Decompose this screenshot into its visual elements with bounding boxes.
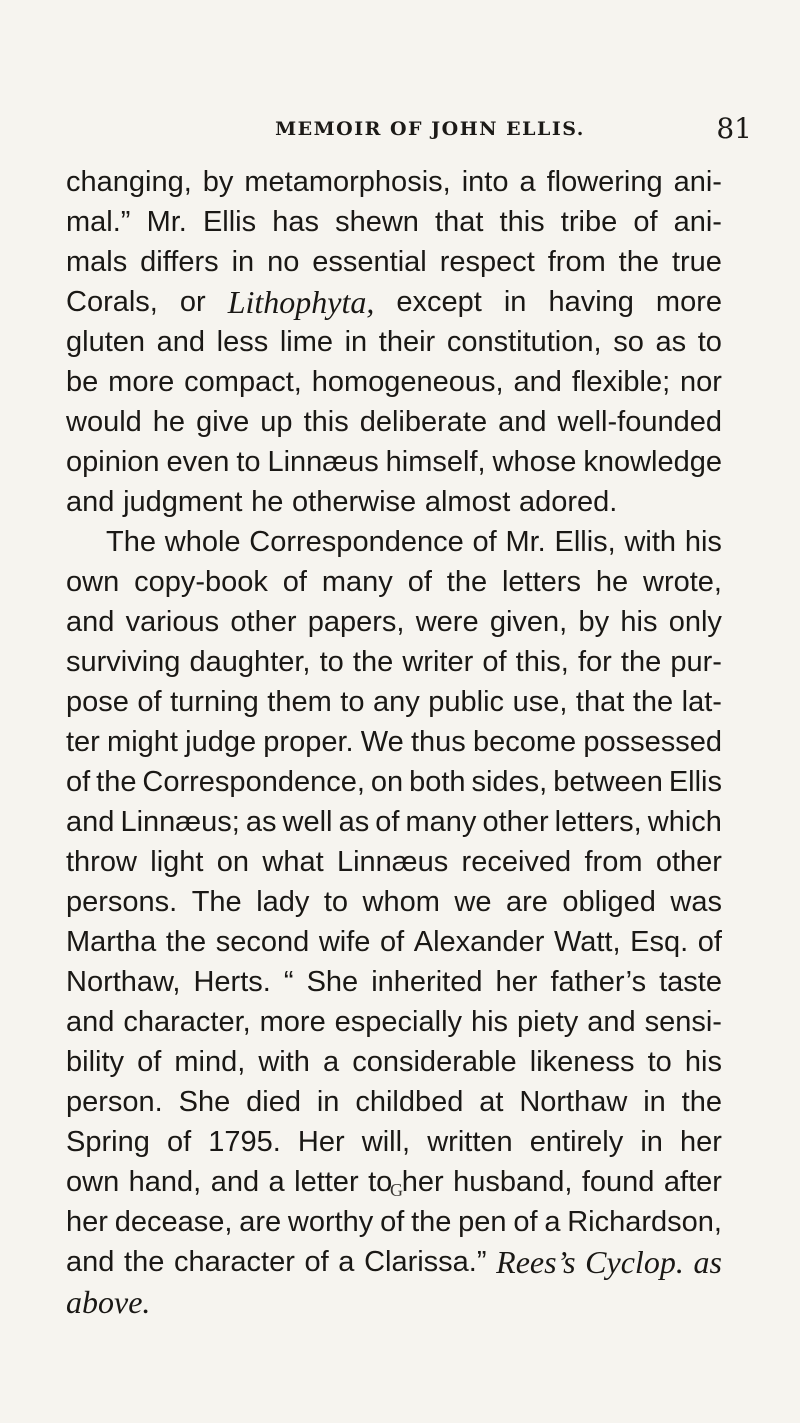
word: was — [670, 886, 722, 918]
word: character, — [123, 1006, 251, 1038]
word: deliberate — [359, 406, 488, 438]
word: and — [66, 606, 115, 638]
word: her — [495, 966, 538, 998]
word: 1795. — [208, 1126, 281, 1158]
word: written — [427, 1126, 513, 1158]
text-line — [66, 482, 722, 522]
word: especially — [334, 1006, 463, 1038]
text-line — [66, 402, 722, 442]
word: person. — [66, 1086, 163, 1118]
word: ani- — [673, 166, 722, 198]
word: of — [166, 1126, 192, 1158]
word: that — [575, 686, 625, 718]
word: the — [165, 926, 207, 958]
word: Cyclop. — [585, 1244, 684, 1280]
word: this — [499, 206, 545, 238]
word: respect — [439, 246, 535, 278]
word: metamorphosis, — [244, 166, 451, 198]
word: The — [106, 526, 156, 558]
word: or — [179, 286, 206, 318]
word: well — [282, 806, 333, 838]
word: likeness — [529, 1046, 635, 1078]
word: more — [655, 286, 722, 318]
word: own — [66, 566, 120, 598]
word: give — [196, 406, 250, 438]
text-line — [66, 882, 722, 922]
word: copy-book — [134, 566, 268, 598]
text-line — [66, 1202, 722, 1242]
text-line — [66, 162, 722, 202]
word: and — [66, 1246, 115, 1278]
body-text — [66, 162, 722, 1322]
word: as — [245, 806, 277, 838]
word: mind, — [174, 1046, 246, 1078]
word: other — [230, 606, 297, 638]
word: be — [66, 366, 99, 398]
word: Ellis — [668, 766, 722, 798]
word: are — [239, 1206, 282, 1238]
word: of — [407, 566, 432, 598]
word: of — [137, 686, 162, 718]
word: the — [352, 646, 394, 678]
word: to — [323, 886, 349, 918]
word: daughter, — [189, 646, 311, 678]
word: their — [378, 326, 436, 358]
word: that — [435, 206, 484, 238]
text-line — [66, 1282, 722, 1322]
word: and — [66, 1006, 115, 1038]
word: her — [401, 1166, 444, 1198]
word: of — [513, 1206, 538, 1238]
running-title: MEMOIR OF JOHN ELLIS. — [275, 118, 585, 140]
word: Martha — [66, 926, 157, 958]
word: of — [66, 766, 91, 798]
word: taste — [659, 966, 722, 998]
word: adored. — [518, 486, 618, 518]
word: surviving — [66, 646, 181, 678]
text-line — [66, 642, 722, 682]
text-line — [66, 1122, 722, 1162]
word: above. — [66, 1284, 151, 1320]
word: light — [150, 846, 204, 878]
word: shewn — [335, 206, 419, 238]
word: constitution, — [446, 326, 602, 358]
word: second — [215, 926, 310, 958]
word: sensi- — [644, 1006, 722, 1038]
word: judge — [185, 726, 257, 758]
word: received — [461, 846, 572, 878]
text-line — [66, 202, 722, 242]
word: whole — [164, 526, 241, 558]
word: of — [137, 1046, 162, 1078]
word: entirely — [529, 1126, 624, 1158]
text-line — [66, 602, 722, 642]
word: pur- — [670, 646, 722, 678]
word: lady — [256, 886, 310, 918]
word: Rees’s — [496, 1244, 576, 1280]
text-line — [66, 1242, 722, 1282]
word: obliged — [562, 886, 656, 918]
word: Spring — [66, 1126, 150, 1158]
word: We — [360, 726, 404, 758]
word: the — [96, 766, 137, 798]
word: of — [633, 206, 658, 238]
word: public — [428, 686, 505, 718]
word: The — [191, 886, 242, 918]
word: in — [503, 286, 527, 318]
word: own — [66, 1166, 120, 1198]
word: more — [259, 1006, 326, 1038]
word: Ellis — [202, 206, 257, 238]
word: Herts. — [193, 966, 271, 998]
word: which — [647, 806, 722, 838]
word: as — [338, 806, 370, 838]
word: Correspondence — [249, 526, 464, 558]
word: gluten — [66, 326, 146, 358]
word: become — [472, 726, 577, 758]
text-line — [66, 1082, 722, 1122]
word: will, — [361, 1126, 411, 1158]
word: homogeneous, — [311, 366, 504, 398]
text-line — [66, 722, 722, 762]
word: his — [470, 1006, 509, 1038]
word: considerable — [352, 1046, 517, 1078]
word: of — [472, 526, 497, 558]
word: Corals, — [66, 286, 158, 318]
word: he — [251, 486, 284, 518]
word: to — [368, 1166, 393, 1198]
word: worthy — [287, 1206, 374, 1238]
text-line — [66, 362, 722, 402]
word: other — [482, 806, 549, 838]
word: She — [306, 966, 359, 998]
word: and — [513, 366, 562, 398]
word: Linnæus; — [120, 806, 240, 838]
word: use, — [512, 686, 568, 718]
word: pen — [458, 1206, 507, 1238]
word: persons. — [66, 886, 178, 918]
word: and — [498, 406, 547, 438]
word: compact, — [184, 366, 302, 398]
word: changing, — [66, 166, 192, 198]
text-line — [66, 1042, 722, 1082]
word: sides, — [471, 766, 548, 798]
word: mals — [66, 246, 128, 278]
word: were — [415, 606, 479, 638]
word: true — [671, 246, 722, 278]
word: childbed — [355, 1086, 464, 1118]
word: ter — [66, 726, 100, 758]
word: of — [304, 1246, 329, 1278]
word: opinion — [66, 446, 160, 478]
word: from — [547, 246, 606, 278]
word: the — [618, 246, 659, 278]
word: and — [210, 1166, 260, 1198]
word: to — [319, 646, 344, 678]
word: having — [548, 286, 634, 318]
word: as — [693, 1244, 722, 1280]
text-line — [66, 442, 722, 482]
word: a — [268, 1166, 285, 1198]
word: we — [454, 886, 492, 918]
text-line — [66, 962, 722, 1002]
word: in — [643, 1086, 666, 1118]
word: with — [624, 526, 677, 558]
word: on — [216, 846, 250, 878]
word: the — [620, 646, 662, 678]
word: of — [282, 566, 307, 598]
word: and — [66, 486, 115, 518]
word: Ellis, — [554, 526, 616, 558]
word: this, — [515, 646, 569, 678]
word: at — [479, 1086, 504, 1118]
word: even — [166, 446, 230, 478]
word: many — [405, 806, 477, 838]
word: differs — [140, 246, 219, 278]
text-line — [66, 762, 722, 802]
word: to — [340, 686, 365, 718]
word: papers, — [307, 606, 405, 638]
word: wrote, — [643, 566, 722, 598]
word: on — [370, 766, 404, 798]
word: of — [697, 926, 722, 958]
word: would — [66, 406, 142, 438]
word: knowledge — [583, 446, 722, 478]
word: to — [647, 1046, 672, 1078]
word: and — [66, 806, 115, 838]
word: this — [303, 406, 349, 438]
word: the — [632, 686, 674, 718]
word: a — [338, 1246, 355, 1278]
word: the — [411, 1206, 452, 1238]
word: except — [396, 286, 482, 318]
word: and — [156, 326, 206, 358]
word: no — [267, 246, 300, 278]
word: in — [316, 1086, 340, 1118]
word: other — [655, 846, 722, 878]
word: he — [152, 406, 186, 438]
word: her — [66, 1206, 108, 1238]
word: of — [375, 806, 400, 838]
word: are — [505, 886, 548, 918]
word: by — [202, 166, 234, 198]
word: his — [620, 606, 658, 638]
word: tribe — [560, 206, 618, 238]
word: in — [344, 326, 368, 358]
text-line — [66, 922, 722, 962]
word: any — [373, 686, 420, 718]
word: whose — [492, 446, 577, 478]
word: to — [236, 446, 261, 478]
word: with — [258, 1046, 310, 1078]
word: mal.” — [66, 206, 131, 238]
signature-mark: G — [390, 1180, 403, 1200]
word: wife — [318, 926, 371, 958]
word: letters, — [554, 806, 642, 838]
word: Clarissa.” — [364, 1246, 487, 1278]
word: has — [272, 206, 319, 238]
word: nor — [680, 366, 722, 398]
word: Her — [297, 1126, 345, 1158]
word: ani- — [673, 206, 722, 238]
text-line — [66, 802, 722, 842]
word: the — [124, 1246, 165, 1278]
text-line — [66, 682, 722, 722]
word: both — [409, 766, 466, 798]
word: more — [108, 366, 175, 398]
word: husband, — [453, 1166, 573, 1198]
word: lat- — [681, 686, 722, 718]
word: writer — [402, 646, 474, 678]
word: Correspondence, — [142, 766, 365, 798]
word: otherwise — [292, 486, 417, 518]
word: thus — [410, 726, 466, 758]
word: given, — [489, 606, 568, 638]
word: a — [544, 1206, 561, 1238]
word: Northaw, — [66, 966, 181, 998]
text-line — [66, 522, 722, 562]
word: letter — [294, 1166, 359, 1198]
word: character — [173, 1246, 295, 1278]
word: flowering — [546, 166, 663, 198]
word: a — [323, 1046, 340, 1078]
word: turning — [170, 686, 259, 718]
word: of — [380, 1206, 405, 1238]
word: Alexander — [413, 926, 545, 958]
word: Watt, — [553, 926, 621, 958]
word: flexible; — [571, 366, 671, 398]
word: “ — [283, 966, 294, 998]
word: almost — [424, 486, 511, 518]
word: Lithophyta, — [227, 284, 375, 320]
word: proper. — [263, 726, 354, 758]
word: Linnæus — [267, 446, 379, 478]
word: piety — [517, 1006, 579, 1038]
word: Linnæus — [336, 846, 449, 878]
running-head — [110, 112, 752, 145]
word: as — [655, 326, 687, 358]
word: her — [680, 1126, 722, 1158]
word: after — [663, 1166, 722, 1198]
word: of — [482, 646, 507, 678]
word: various — [125, 606, 220, 638]
word: essential — [312, 246, 427, 278]
word: of — [380, 926, 405, 958]
word: whom — [362, 886, 440, 918]
word: letters — [501, 566, 581, 598]
word: found — [581, 1166, 655, 1198]
word: what — [262, 846, 324, 878]
word: She — [178, 1086, 231, 1118]
text-line — [66, 282, 722, 322]
word: between — [553, 766, 663, 798]
word: his — [684, 526, 722, 558]
text-line — [66, 322, 722, 362]
word: Mr. — [505, 526, 546, 558]
word: so — [613, 326, 644, 358]
word: into — [461, 166, 509, 198]
word: many — [321, 566, 393, 598]
word: decease, — [114, 1206, 233, 1238]
word: possessed — [583, 726, 722, 758]
word: by — [578, 606, 610, 638]
word: less — [216, 326, 269, 358]
word: a — [519, 166, 536, 198]
word: well-founded — [557, 406, 722, 438]
word: hand, — [128, 1166, 202, 1198]
word: Mr. — [146, 206, 187, 238]
page-number: 81 — [716, 112, 752, 145]
word: he — [595, 566, 629, 598]
text-line — [66, 842, 722, 882]
text-line — [66, 562, 722, 602]
word: in — [231, 246, 255, 278]
word: throw — [66, 846, 137, 878]
text-line — [66, 242, 722, 282]
word: for — [577, 646, 612, 678]
word: his — [684, 1046, 722, 1078]
word: and — [587, 1006, 636, 1038]
word: Esq. — [630, 926, 689, 958]
text-line — [66, 1002, 722, 1042]
word: bility — [66, 1046, 125, 1078]
word: them — [267, 686, 332, 718]
word: pose — [66, 686, 129, 718]
word: Richardson, — [567, 1206, 722, 1238]
word: the — [446, 566, 488, 598]
word: inherited — [371, 966, 483, 998]
word: in — [640, 1126, 663, 1158]
word: might — [107, 726, 178, 758]
word: died — [246, 1086, 301, 1118]
word: Northaw — [519, 1086, 628, 1118]
word: up — [260, 406, 293, 438]
word: father’s — [550, 966, 647, 998]
word: himself, — [385, 446, 486, 478]
word: to — [697, 326, 722, 358]
word: lime — [279, 326, 333, 358]
word: judgment — [123, 486, 243, 518]
word: only — [668, 606, 722, 638]
word: the — [681, 1086, 722, 1118]
word: from — [584, 846, 643, 878]
